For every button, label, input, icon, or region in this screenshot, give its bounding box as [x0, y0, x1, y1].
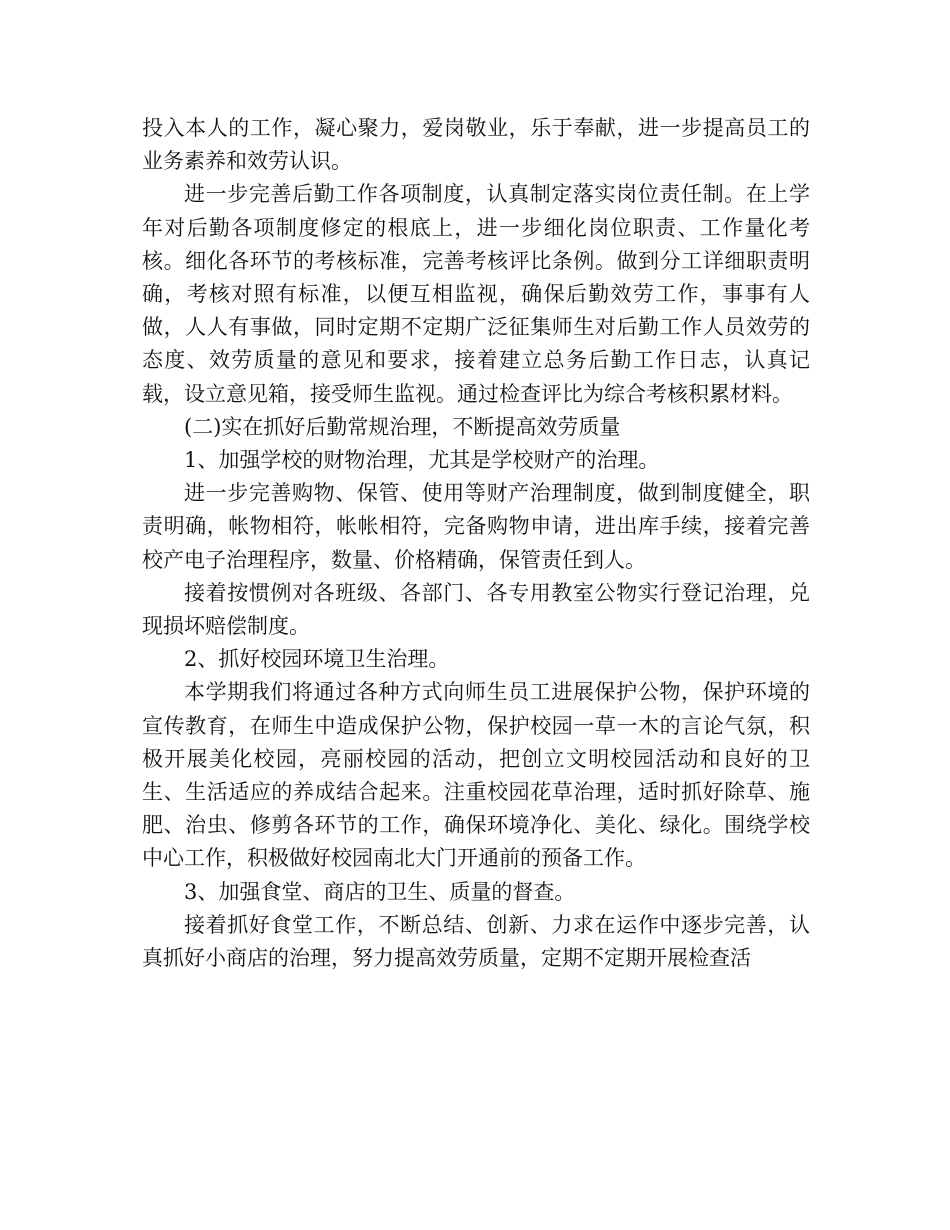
item-heading-3: 3、加强食堂、商店的卫生、质量的督查。 — [184, 879, 576, 904]
paragraph-4: 接着按惯例对各班级、各部门、各专用教室公物实行登记治理，兑现损坏赔偿制度。 — [142, 580, 810, 639]
paragraph-5: 本学期我们将通过各种方式向师生员工进展保护公物，保护环境的宣传教育，在师生中造成保护公物，保护校园一草一木的言论气氛，积极开展美化校园，亮丽校园的活动，把创立文明校园活动和良好的卫生、生活适应的养成结合起来。注重校园花草治理，适时抓好除草、施肥、治虫、修剪各环节的工作，确保环境净化、美化、绿化。围绕学校中心工作，积极做好校园南北大门开通前的预备工作。 — [142, 680, 810, 871]
item-heading-1: 1、加强学校的财物治理，尤其是学校财产的治理。 — [184, 448, 660, 473]
paragraph-6: 接着抓好食堂工作，不断总结、创新、力求在运作中逐步完善，认真抓好小商店的治理，努力提高效劳质量，定期不定期开展检查活 — [142, 912, 810, 971]
item-heading-2: 2、抓好校园环境卫生治理。 — [184, 647, 450, 672]
paragraph-3: 进一步完善购物、保管、使用等财产治理制度，做到制度健全，职责明确，帐物相符，帐帐相符，完备购物申请，进出库手续，接着完善校产电子治理程序，数量、价格精确，保管责任到人。 — [142, 481, 810, 572]
section-heading-2: (二)实在抓好后勤常规治理，不断提高效劳质量 — [184, 414, 621, 439]
paragraph-2: 进一步完善后勤工作各项制度，认真制定落实岗位责任制。在上学年对后勤各项制度修定的根底上，进一步细化岗位职责、工作量化考核。细化各环节的考核标准，完善考核评比条例。做到分工详细职责明确，考核对照有标准，以便互相监视，确保后勤效劳工作，事事有人做，人人有事做，同时定期不定期广泛征集师生对后勤工作人员效劳的态度、效劳质量的意见和要求，接着建立总务后勤工作日志，认真记载，设立意见箱，接受师生监视。通过检查评比为综合考核积累材料。 — [142, 182, 810, 406]
paragraph-1: 投入本人的工作，凝心聚力，爱岗敬业，乐于奉献，进一步提高员工的业务素养和效劳认识。 — [142, 116, 810, 174]
